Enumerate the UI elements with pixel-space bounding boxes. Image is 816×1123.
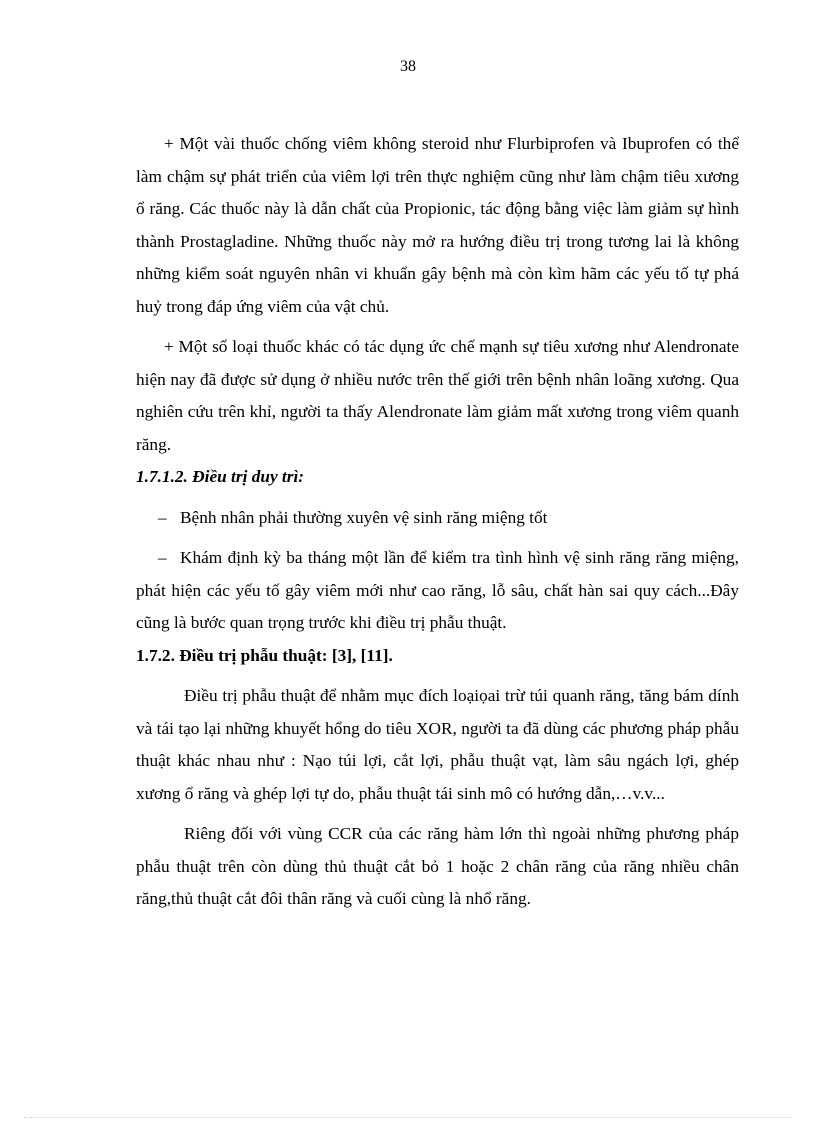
paragraph-nsaid: + Một vài thuốc chống viêm không steroid như Flurbiprofen và Ibuprofen có thể làm chậm sự phát triển của viêm lợi trên thực nghiệm cũng như làm chậm tiêu xương ổ răng. Các thuốc này là dẫn chất của Propionic, tác động bằng việc làm giảm sự hình thành Prostagladine. Những thuốc này mở ra hướng điều trị trong tương lai là không những kiểm soát nguyên nhân vi khuẩn gây bệnh mà còn kìm hãm các yếu tố tự phá huỷ trong đáp ứng viêm của vật chủ.: [136, 134, 739, 316]
list-item: [136, 542, 739, 640]
list-item-text: Bệnh nhân phải thường xuyên vệ sinh răng miệng tốt: [180, 507, 548, 527]
page-number: 38: [400, 58, 416, 75]
paragraph-alendronate: + Một số loại thuốc khác có tác dụng ức chế mạnh sự tiêu xương như Alendronate hiện nay đã được sử dụng ở nhiều nước trên thế giới trên bệnh nhân loãng xương. Qua nghiên cứu trên khỉ, người ta thấy Alendronate làm giảm mất xương trong viêm quanh răng.: [136, 337, 739, 454]
list-item: [136, 502, 739, 535]
paragraph-surgery-methods: Điều trị phẫu thuật để nhằm mục đích loạiọai trừ túi quanh răng, tăng bám dính và tái tạo lại những khuyết hổng do tiêu XOR, người ta đã dùng các phương pháp phẫu thuật khác nhau như : Nạo túi lợi, cắt lợi, phẫu thuật vạt, làm sâu ngách lợi, ghép xương ổ răng và ghép lợi tự do, phẫu thuật tái sinh mô có hướng dẫn,…v.v...: [136, 686, 739, 803]
paragraph-ccr-region: Riêng đối với vùng CCR của các răng hàm lớn thì ngoài những phương pháp phẫu thuật trên còn dùng thủ thuật cắt bỏ 1 hoặc 2 chân răng của răng nhiều chân răng,thủ thuật cắt đôi thân răng và cuối cùng là nhổ răng.: [136, 824, 739, 908]
heading-maintenance-treatment: 1.7.1.2. Điều trị duy trì:: [136, 467, 305, 486]
dash-mark: –: [158, 548, 167, 567]
dash-mark: –: [158, 507, 167, 527]
list-item-text: Khám định kỳ ba tháng một lần để kiểm tra tình hình vệ sinh răng răng miệng, phát hiện các yếu tố gây viêm mới như cao răng, lỗ sâu, chất hàn sai quy cách...Đây cũng là bước quan trọng trước khi điều trị phẫu thuật.: [136, 548, 739, 632]
page-bottom-rule: [24, 1117, 792, 1118]
heading-surgical-treatment: 1.7.2. Điều trị phẫu thuật: [3], [11].: [136, 645, 393, 665]
document-body: [136, 128, 739, 916]
